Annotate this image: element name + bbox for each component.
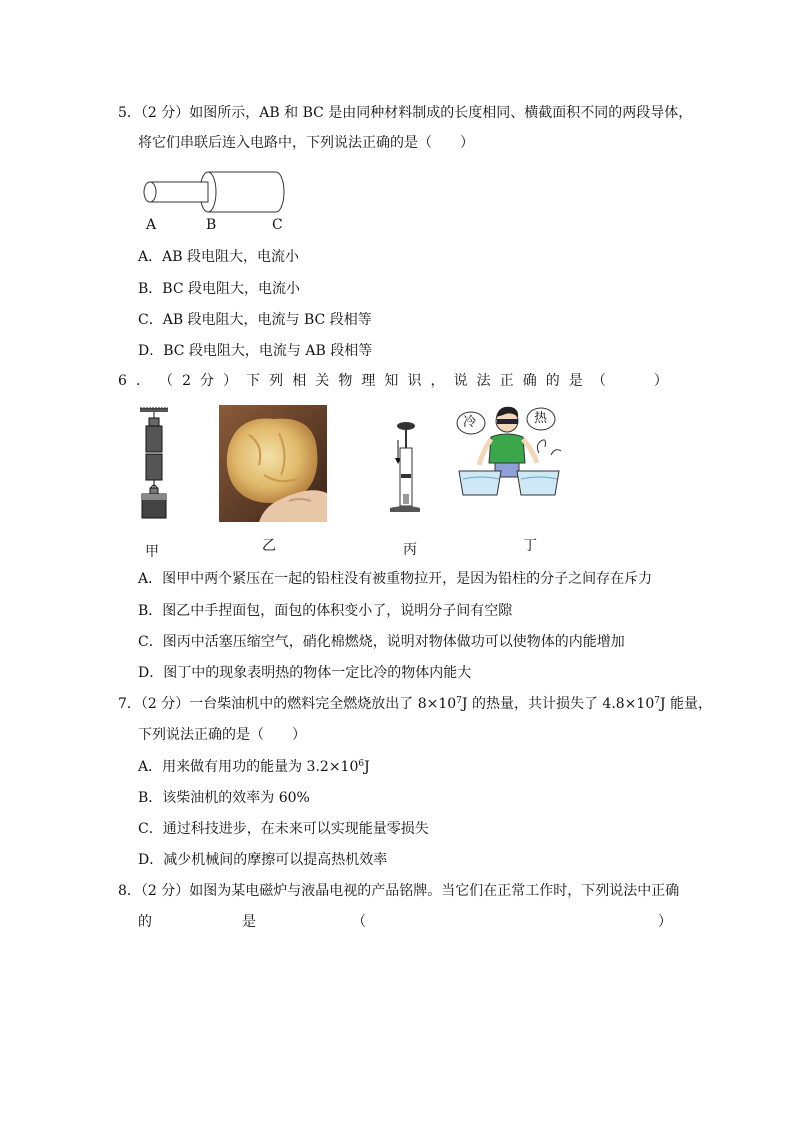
compression-cylinder-figure <box>386 420 422 516</box>
q7-option-b: B．该柴油机的效率为 60% <box>138 790 310 806</box>
q6-stem: 6 ． （ 2 分 ） 下 列 相 关 物 理 知 识 ， 说 法 正 确 的 是 （ ） <box>118 373 668 389</box>
q6-option-d: D．图丁中的现象表明热的物体一定比冷的物体内能大 <box>138 665 472 681</box>
bread-photo <box>219 405 327 522</box>
q5-option-d: D．BC 段电阻大，电流与 AB 段相等 <box>138 343 373 359</box>
fig-label-a: A <box>146 217 157 233</box>
q5-option-c: C．AB 段电阻大，电流与 BC 段相等 <box>138 312 372 328</box>
q6-option-c: C．图丙中活塞压缩空气，硝化棉燃烧，说明对物体做功可以使物体的内能增加 <box>138 634 625 650</box>
q5-stem-line2: 将它们串联后连入电路中，下列说法正确的是（ ） <box>138 135 474 151</box>
q5-stem-line1: 5．（2 分）如图所示，AB 和 BC 是由同种材料制成的长度相同、横截面积不同的两段导体， <box>118 105 693 121</box>
fig-label-bing: 丙 <box>403 542 417 558</box>
q7-option-a: A．用来做有用功的能量为 $3.2\times 10^6J$ <box>138 759 370 775</box>
q7-option-d: D．减少机械间的摩擦可以提高热机效率 <box>138 852 388 868</box>
q8-stem-line1: 8．（2 分）如图为某电磁炉与液晶电视的产品铭牌。当它们在正常工作时，下列说法中正确 <box>118 883 680 899</box>
bubble-hot-text: 热 <box>534 411 548 426</box>
fig-label-ding: 丁 <box>523 538 537 554</box>
q7-option-c: C．通过科技进步，在未来可以实现能量零损失 <box>138 821 429 837</box>
q6-option-a: A．图甲中两个紧压在一起的铅柱没有被重物拉开，是因为铅柱的分子之间存在斥力 <box>138 571 653 587</box>
conductor-figure <box>138 168 288 216</box>
fig-label-b: B <box>206 217 217 233</box>
q5-option-a: A．AB 段电阻大，电流小 <box>138 249 299 265</box>
q7-stem-line1: 7．（2 分）一台柴油机中的燃料完全燃烧放出了 $8\times 10^7J$ 的热量，共计损失了 $4.8\times 10^7J$ 能量， <box>118 696 713 712</box>
fig-label-c: C <box>272 217 283 233</box>
fig-label-yi: 乙 <box>262 538 276 554</box>
q5-option-b: B．BC 段电阻大，电流小 <box>138 281 300 297</box>
lead-cylinders-figure <box>136 404 172 522</box>
bubble-cold-text: 冷 <box>463 415 477 430</box>
q6-option-b: B．图乙中手捏面包，面包的体积变小了，说明分子间有空隙 <box>138 603 513 619</box>
q7-stem-line2: 下列说法正确的是（ ） <box>138 727 306 743</box>
fig-label-jia: 甲 <box>145 544 159 560</box>
